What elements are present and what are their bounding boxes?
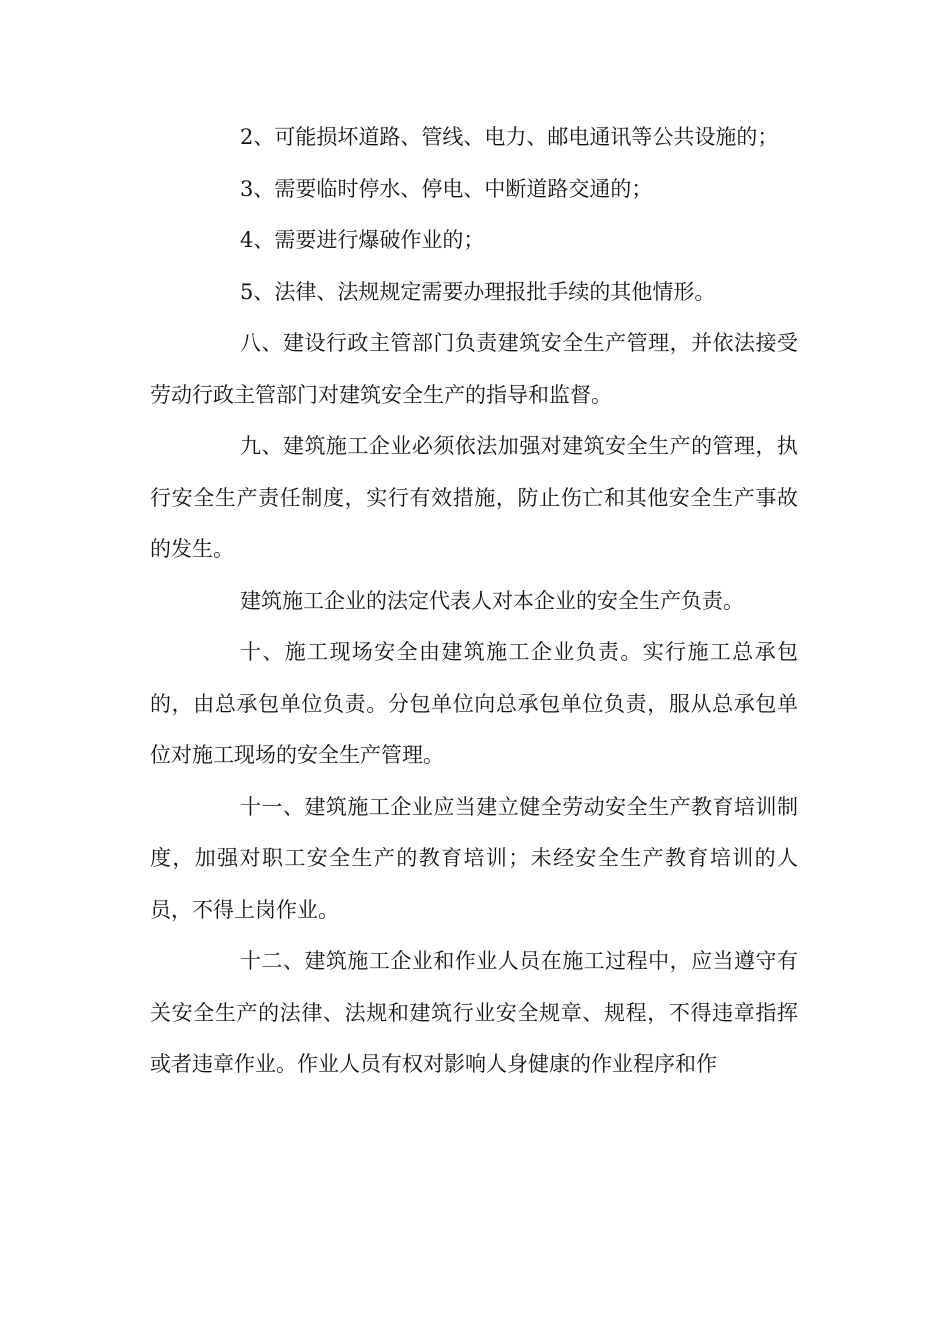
paragraph-article-8: 八、建设行政主管部门负责建筑安全生产管理，并依法接受劳动行政主管部门对建筑安全生产的指导和监督。 [150, 331, 798, 407]
paragraph-article-12: 十二、建筑施工企业和作业人员在施工过程中，应当遵守有关安全生产的法律、法规和建筑行业安全规章、规程，不得违章指挥或者违章作业。作业人员有权对影响人身健康的作业程序和作 [150, 949, 798, 1076]
paragraph-article-10: 十、施工现场安全由建筑施工企业负责。实行施工总承包的，由总承包单位负责。分包单位向总承包单位负责，服从总承包单位对施工现场的安全生产管理。 [150, 640, 798, 767]
paragraph-item-3: 3、需要临时停水、停电、中断道路交通的； [240, 176, 653, 201]
paragraph-legal-representative: 建筑施工企业的法定代表人对本企业的安全生产负责。 [240, 588, 744, 613]
paragraph-article-11: 十一、建筑施工企业应当建立健全劳动安全生产教育培训制度，加强对职工安全生产的教育培训；未经安全生产教育培训的人员，不得上岗作业。 [150, 794, 798, 922]
paragraph-article-9: 九、建筑施工企业必须依法加强对建筑安全生产的管理，执行安全生产责任制度，实行有效措施，防止伤亡和其他安全生产事故的发生。 [150, 434, 798, 561]
paragraph-item-2: 2、可能损坏道路、管线、电力、邮电通讯等公共设施的； [240, 125, 779, 149]
document-body [150, 112, 798, 1091]
paragraph-item-4: 4、需要进行爆破作业的； [240, 228, 485, 252]
paragraph-item-5: 5、法律、法规规定需要办理报批手续的其他情形。 [240, 279, 716, 304]
